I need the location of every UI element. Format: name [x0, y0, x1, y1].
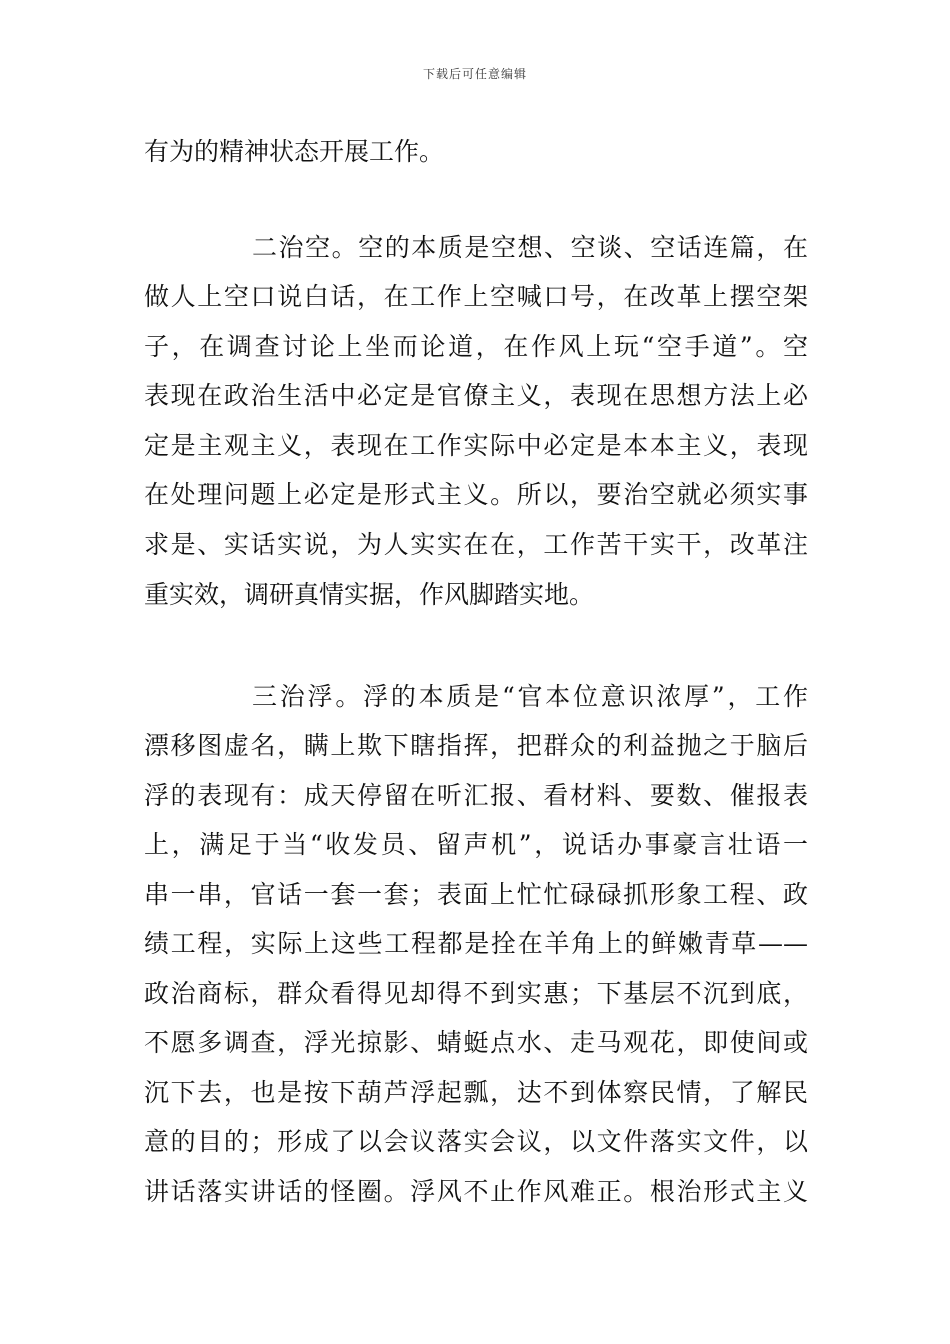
paragraph-3-line-6: 绩工程，实际上这些工程都是拴在羊角上的鲜嫩青草——: [144, 929, 808, 958]
paragraph-3-line-2: 漂移图虚名，瞒上欺下瞎指挥，把群众的利益抛之于脑后: [144, 731, 808, 760]
paragraph-3-line-9: 沉下去，也是按下葫芦浮起瓢，达不到体察民情，了解民: [144, 1078, 808, 1107]
paragraph-2-line-2: 做人上空口说白话，在工作上空喊口号，在改革上摆空架: [144, 282, 808, 311]
paragraph-2-line-5: 定是主观主义，表现在工作实际中必定是本本主义，表现: [144, 431, 808, 460]
paragraph-3-line-8: 不愿多调查，浮光掠影、蜻蜓点水、走马观花，即使间或: [144, 1028, 808, 1057]
paragraph-3-line-10: 意的目的；形成了以会议落实会议，以文件落实文件，以: [144, 1127, 808, 1156]
paragraph-2-line-4: 表现在政治生活中必定是官僚主义，表现在思想方法上必: [144, 381, 808, 410]
paragraph-2-line-7: 求是、实话实说，为人实实在在，工作苦干实干，改革注: [144, 530, 808, 559]
paragraph-2-line-6: 在处理问题上必定是形式主义。所以，要治空就必须实事: [144, 480, 808, 509]
paragraph-3-line-11: 讲话落实讲话的怪圈。浮风不止作风难正。根治形式主义: [144, 1177, 808, 1206]
paragraph-3-line-4: 上，满足于当“收发员、留声机”，说话办事豪言壮语一: [144, 830, 808, 859]
paragraph-3-line-3: 浮的表现有：成天停留在听汇报、看材料、要数、催报表: [144, 781, 808, 810]
paragraph-1-line-1: 有为的精神状态开展工作。: [144, 137, 445, 166]
page-header: 下载后可任意编辑: [422, 67, 527, 81]
paragraph-2-line-3: 子，在调查讨论上坐而论道，在作风上玩“空手道”。空: [144, 332, 808, 361]
paragraph-2-line-1: 二治空。空的本质是空想、空谈、空话连篇，在: [252, 233, 808, 262]
paragraph-3-line-1: 三治浮。浮的本质是“官本位意识浓厚”，工作: [252, 682, 808, 711]
paragraph-2-line-8: 重实效，调研真情实据，作风脚踏实地。: [144, 580, 595, 609]
paragraph-3-line-5: 串一串，官话一套一套；表面上忙忙碌碌抓形象工程、政: [144, 880, 808, 909]
paragraph-3-line-7: 政治商标，群众看得见却得不到实惠；下基层不沉到底，: [144, 979, 808, 1008]
